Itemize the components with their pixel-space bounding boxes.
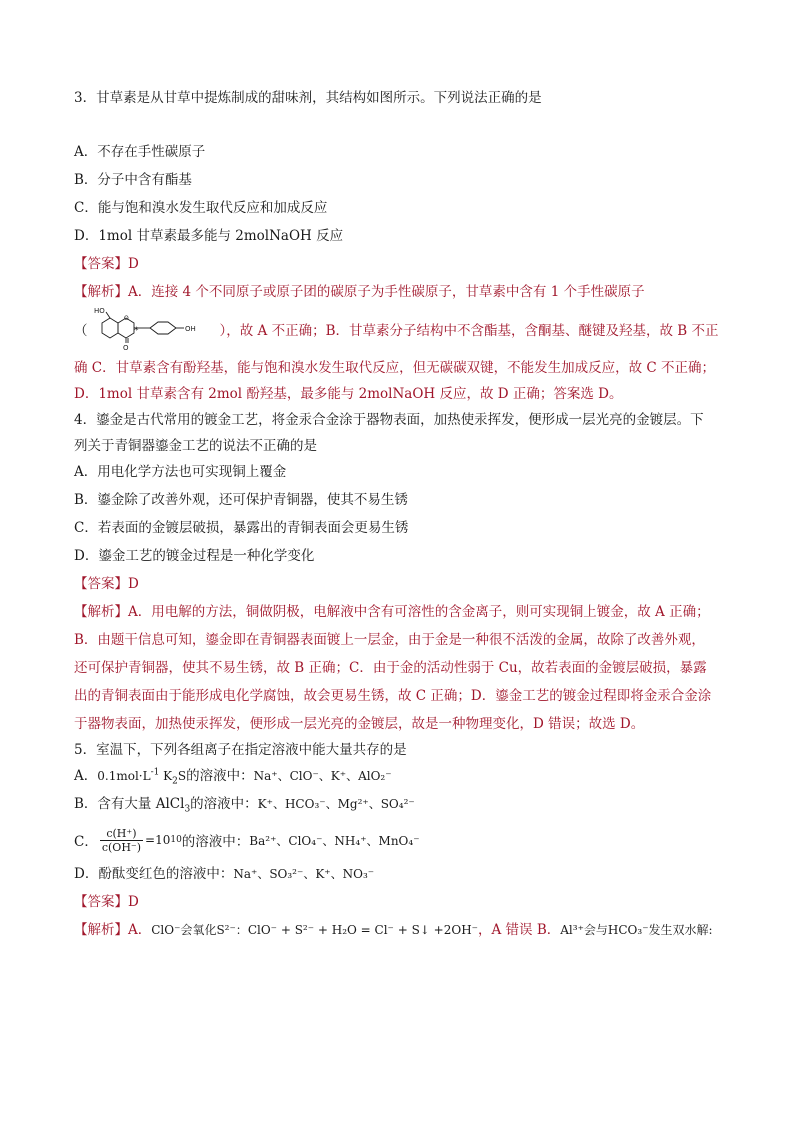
q3-analysis-line-3: 确 C．甘草素含有酚羟基，能与饱和溴水发生取代反应，但无碳碳双键，不能发生加成反应，故 C 不正确； [74, 360, 716, 376]
mol-ketone-o-label: O [122, 344, 129, 351]
q4-analysis-line-4: 出的青铜表面由于能形成电化学腐蚀，故会更易生锈，故 C 正确；D．鎏金工艺的镀金过程即将金汞合金涂 [74, 688, 712, 704]
q4-answer [74, 574, 724, 594]
q5-stem: 5．室温下，下列各组离子在指定溶液中能大量共存的是 [74, 742, 407, 758]
q3-answer [74, 254, 724, 274]
q3-stem: 3．甘草素是从甘草中提炼制成的甜味剂，其结构如图所示。下列说法正确的是 [74, 90, 542, 106]
q5-option-a: A．$0.1mol\cdot L^{-1}$ $K_2S$的溶液中：Na⁺、ClO⁻、K⁺、AlO₂⁻ [74, 767, 392, 787]
q4-analysis-line-3: 还可保护青铜器，使其不易生锈，故 B 正确；C．由于金的活动性弱于 Cu，故若表面的金镀层破损，暴露 [74, 660, 707, 676]
q3-option-c: C．能与饱和溴水发生取代反应和加成反应 [74, 200, 328, 216]
q4-option-b: B．鎏金除了改善外观，还可保护青铜器，使其不易生锈 [74, 492, 408, 508]
q4-analysis-line-1: 【解析】A．用电解的方法，铜做阴极，电解液中含有可溶性的含金离子，则可实现铜上镀金，故 A 正确； [74, 604, 710, 620]
q4-option-c: C．若表面的金镀层破损，暴露出的青铜表面会更易生锈 [74, 520, 409, 536]
q3-option-a: A．不存在手性碳原子 [74, 144, 206, 160]
q3-option-b: B．分子中含有酯基 [74, 172, 192, 188]
q4-option-d: D．鎏金工艺的镀金过程是一种化学变化 [74, 548, 315, 564]
ratio-fraction: $\frac{c(H^+)}{c(OH^-)}$ [101, 826, 142, 854]
q5-analysis-line-1: 【解析】A．ClO⁻会氧化S²⁻：ClO⁻ + S²⁻ + H₂O = Cl⁻ + S↓ +2OH⁻，A 错误 B．Al³⁺会与HCO₃⁻发生双水解: [74, 922, 713, 938]
mol-oh-label: OH [184, 325, 196, 333]
chiral-star-label: * [133, 326, 138, 336]
glycyrrhizin-structure-image [88, 307, 220, 351]
q3-analysis-line-4: D．1mol 甘草素含有 2mol 酚羟基，最多能与 2molNaOH 反应，故 D 正确；答案选 D。 [74, 386, 623, 402]
q3-option-d: D．1mol 甘草素最多能与 2molNaOH 反应 [74, 228, 344, 244]
q4-stem-line-2: 列关于青铜器鎏金工艺的说法不正确的是 [74, 438, 317, 454]
answer-label: 【答案】 [74, 576, 128, 592]
mol-ring-o-label: O [123, 315, 129, 322]
document-page [74, 88, 724, 940]
q4-analysis-line-5: 于器物表面，加热使汞挥发，便形成一层光亮的金镀层，故是一种物理变化，D 错误；故选 D。 [74, 716, 645, 732]
q5-option-c: C． $\frac{c(H^+)}{c(OH^-)}$ =10 10 的溶液中： Ba²⁺、ClO₄⁻、NH₄⁺、MnO₄⁻ [74, 826, 420, 854]
analysis-label: 【解析】 [74, 922, 128, 938]
q4-analysis-line-2: B．由题干信息可知，鎏金即在青铜器表面镀上一层金，由于金是一种很不活泼的金属，故除了改善外观， [74, 632, 705, 648]
q3-analysis-line-2: （ HO O O * OH ），故 A 不正确；B．甘草素分子结构中不含酯基，含酮基、醚键及羟基，故 B 不正 [74, 307, 719, 351]
answer-label: 【答案】 [74, 256, 128, 272]
q5-option-b: B．含有大量 AlCl$_3$的溶液中：K⁺、HCO₃⁻、Mg²⁺、SO₄²⁻ [74, 796, 415, 815]
q3-analysis-line-1: 【解析】A．连接 4 个不同原子或原子团的碳原子为手性碳原子，甘草素中含有 1 个手性碳原子 [74, 284, 645, 300]
q5-option-d: D．酚酞变红色的溶液中：Na⁺、SO₃²⁻、K⁺、NO₃⁻ [74, 866, 375, 882]
answer-value: D [128, 576, 139, 592]
q4-option-a: A．用电化学方法也可实现铜上覆金 [74, 464, 287, 480]
mol-ho-label: HO [93, 307, 105, 315]
analysis-label: 【解析】 [74, 604, 128, 620]
q5-answer [74, 892, 724, 912]
q4-stem-line-1: 4．鎏金是古代常用的镀金工艺，将金汞合金涂于器物表面，加热使汞挥发，便形成一层光亮的金镀层。下 [74, 412, 704, 428]
answer-value: D [128, 894, 139, 910]
answer-value: D [128, 256, 139, 272]
analysis-label: 【解析】 [74, 284, 128, 300]
answer-label: 【答案】 [74, 894, 128, 910]
